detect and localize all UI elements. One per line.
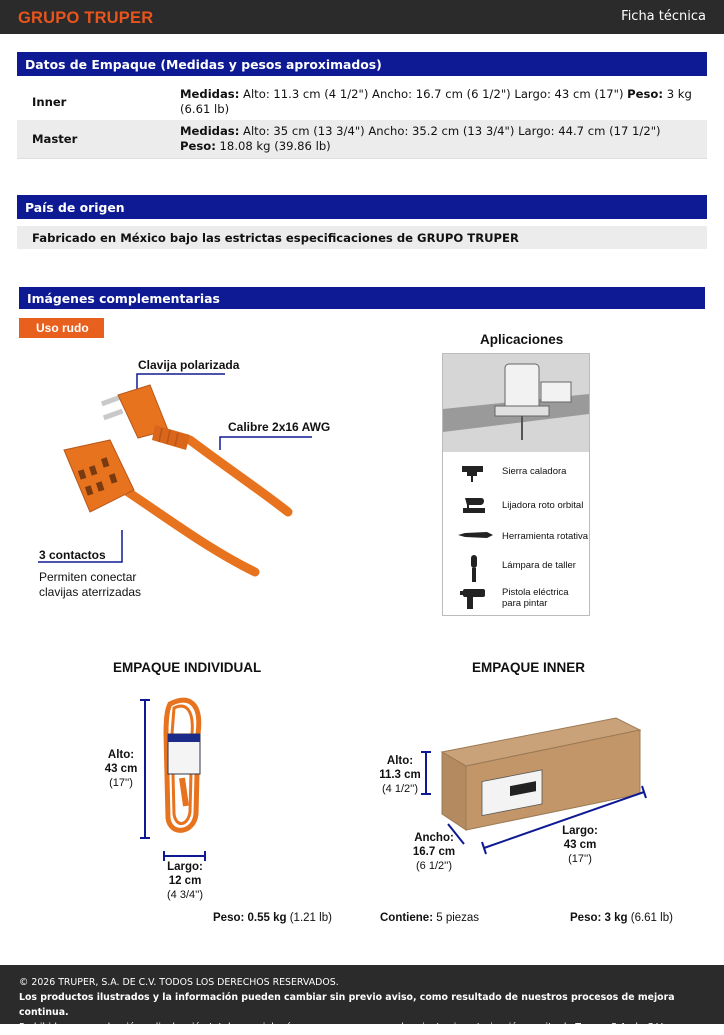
rotary-tool-icon: [453, 524, 491, 546]
weight-value: 3 kg: [604, 912, 628, 924]
application-item: [443, 490, 589, 520]
packaging-row-value: [180, 87, 695, 117]
application-item: [443, 550, 589, 580]
origin-text: Fabricado en México bajo las estrictas especificaciones de GRUPO TRUPER: [17, 226, 707, 249]
footer-copyright: © 2026 TRUPER, S.A. DE C.V. TODOS LOS DERECHOS RESERVADOS.: [19, 977, 339, 988]
heavy-duty-badge: Uso rudo: [19, 318, 104, 338]
weight-label: Peso:: [570, 912, 602, 924]
application-label: Herramienta rotativa: [502, 531, 589, 542]
inner-pack-title: EMPAQUE INNER: [472, 660, 586, 675]
application-label-line: Pistola eléctrica: [502, 587, 569, 598]
section-header-images: Imágenes complementarias: [19, 287, 705, 309]
dim-in: (17''): [109, 777, 133, 789]
brand-logo: GRUPO TRUPER: [18, 9, 154, 27]
doc-type-label: Ficha técnica: [621, 9, 706, 24]
dim-label: Ancho:: [414, 832, 454, 844]
dim-cm: 11.3 cm: [379, 769, 421, 781]
individual-height-dim: [100, 748, 142, 790]
weight-label: Peso:: [180, 139, 216, 153]
callout-plug: Clavija polarizada: [138, 358, 240, 372]
weight-value: 3 kg (6.61 lb): [180, 87, 692, 116]
individual-length-dim: [160, 860, 210, 902]
packaging-row-value: [180, 124, 695, 154]
section-header-packaging: Datos de Empaque (Medidas y pesos aproximados): [17, 52, 707, 76]
dim-in: (4 1/2''): [382, 783, 418, 795]
dim-label: Largo:: [167, 861, 203, 873]
callout-gauge: Calibre 2x16 AWG: [228, 420, 331, 434]
weight-label: Peso:: [213, 912, 245, 924]
orbital-sander-icon: [459, 494, 489, 516]
top-bar: [0, 0, 724, 34]
footer-notice: Los productos ilustrados y la información pueden cambiar sin previo aviso, como resultado de nuestros procesos de mejora continua.: [19, 992, 675, 1018]
weight-value: 0.55 kg: [247, 912, 287, 924]
contains-label: Contiene:: [380, 912, 434, 924]
weight-value: 18.08 kg (39.86 lb): [215, 139, 331, 153]
footer: [0, 965, 724, 1033]
application-label: Lámpara de taller: [502, 560, 576, 571]
packaging-row-inner: [17, 80, 707, 120]
dim-cm: 43 cm: [104, 763, 138, 775]
dim-in: (4 3/4''): [167, 889, 203, 901]
work-lamp-icon: [459, 550, 489, 580]
contains-value: 5 piezas: [433, 912, 480, 924]
application-label-line: para pintar: [502, 598, 548, 609]
packaging-row-master: [17, 120, 707, 159]
weight-lb: (1.21 lb): [286, 912, 332, 924]
inner-contents: [380, 912, 479, 924]
callout-contacts-desc: clavijas aterrizadas: [39, 585, 142, 599]
paint-sprayer-icon: [459, 584, 489, 612]
individual-weight: [213, 912, 332, 924]
application-item: [443, 582, 589, 612]
applications-title: Aplicaciones: [480, 332, 564, 347]
applications-panel: [442, 353, 590, 616]
measures-value: Alto: 35 cm (13 3/4") Ancho: 35.2 cm (13 3/4") Largo: 44.7 cm (17 1/2"): [239, 124, 661, 138]
dim-label: Alto:: [107, 749, 135, 761]
measures-label: Medidas:: [180, 87, 240, 101]
weight-lb: (6.61 lb): [627, 912, 673, 924]
application-label: [502, 587, 569, 609]
dim-in: (6 1/2''): [416, 860, 452, 872]
dim-cm: 43 cm: [563, 839, 597, 851]
callout-contacts-desc: Permiten conectar: [39, 570, 137, 584]
footer-legal: Prohibida su reproducción o divulgación total o parcial así como su uso o aprovechamiento sin autorización escrita de Truper, S.A. de C.V.: [19, 1022, 665, 1033]
packaging-row-label: Inner: [32, 95, 67, 109]
packaging-row-label: Master: [32, 132, 78, 146]
application-item: [443, 520, 589, 550]
jigsaw-icon: [459, 460, 489, 482]
jigsaw-usage-photo: [443, 354, 589, 452]
measures-value: Alto: 11.3 cm (4 1/2") Ancho: 16.7 cm (6 1/2") Largo: 43 cm (17"): [239, 87, 628, 101]
application-item: [443, 456, 589, 486]
application-label: Sierra caladora: [502, 466, 567, 477]
individual-pack-title: EMPAQUE INDIVIDUAL: [113, 660, 262, 675]
callout-contacts: 3 contactos: [39, 548, 106, 562]
dim-in: (17''): [568, 853, 592, 865]
inner-width-dim: [410, 831, 458, 873]
inner-weight: [570, 912, 673, 924]
dim-label: Largo:: [562, 825, 598, 837]
section-header-origin: País de origen: [17, 195, 707, 219]
dim-label: Alto:: [386, 755, 414, 767]
measures-label: Medidas:: [180, 124, 240, 138]
individual-pack-illustration: [140, 694, 220, 866]
application-label: Lijadora roto orbital: [502, 500, 584, 511]
weight-label: Peso:: [627, 87, 664, 101]
dim-cm: 16.7 cm: [412, 846, 456, 858]
inner-length-dim: [556, 824, 604, 866]
row-divider: [17, 158, 707, 159]
inner-height-dim: [378, 754, 422, 796]
dim-cm: 12 cm: [168, 875, 202, 887]
